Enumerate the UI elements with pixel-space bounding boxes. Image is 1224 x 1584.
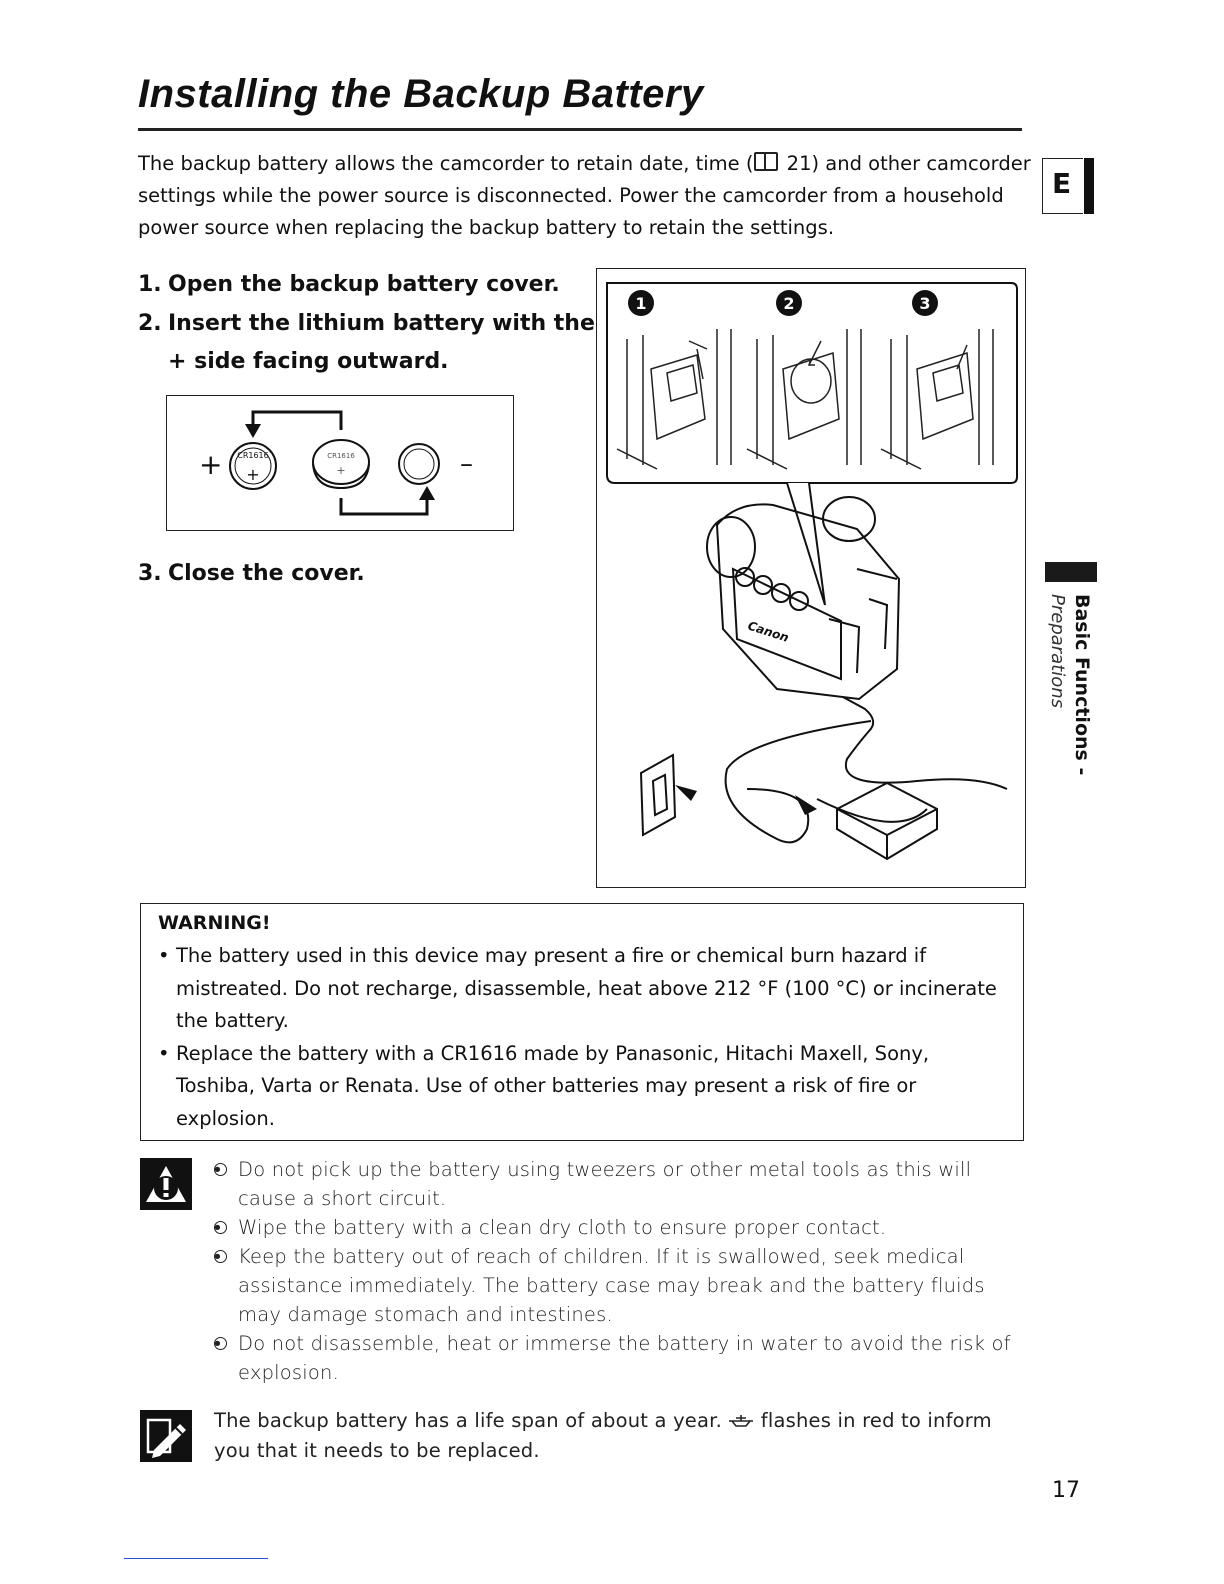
caution-item [214, 1155, 1014, 1213]
battery-back-rim [404, 449, 434, 479]
step-marker-1-label: 1 [635, 294, 647, 313]
page-title: Installing the Backup Battery [138, 72, 704, 116]
step-2 [138, 305, 598, 381]
adapter-arrow [795, 795, 817, 815]
camcorder-illustration-drawing [597, 269, 1025, 887]
minus-sign: – [460, 449, 473, 479]
step-text: Insert the lithium battery with the [168, 311, 595, 336]
step-3 [138, 555, 365, 593]
flip-arrow-bottom-head [419, 486, 435, 500]
warning-item: • The battery used in this device may present a fire or chemical burn hazard if mistreated. Do not recharge, disassemble, heat above 212 °F (100 °C) or incinerate the battery. [158, 940, 998, 1038]
camcorder-brand: Canon [746, 618, 791, 645]
plus-sign: + [199, 448, 223, 481]
step-marker-3-label: 3 [919, 294, 931, 313]
footer-rule [124, 1558, 268, 1559]
note-icon-graphic [140, 1410, 192, 1462]
caution-bullet-icon [214, 1221, 227, 1234]
caution-item [214, 1329, 1014, 1387]
battery-plus-mark: + [336, 464, 346, 477]
caution-item-text: Do not disassemble, heat or immerse the battery in water to avoid the risk of explosion. [238, 1332, 1011, 1384]
step-number: 3. [138, 561, 162, 586]
backup-battery-icon [728, 1414, 754, 1428]
camcorder-illustration [596, 268, 1026, 888]
power-cable [726, 697, 1007, 842]
caution-item-text: Wipe the battery with a clean dry cloth to ensure proper contact. [238, 1216, 887, 1239]
flip-arrow-top [253, 412, 341, 434]
battery-tilted [313, 440, 369, 484]
caution-item [214, 1242, 1014, 1329]
battery-plus-mark: + [246, 465, 260, 484]
page-number: 17 [1052, 1478, 1080, 1503]
title-rule [138, 128, 1022, 131]
note-text [214, 1406, 1014, 1466]
intro-text-end: 21) and other camcorder settings while the power source is disconnected. Power the camcorder from a household power source when replacing the backup battery to retain the settings. [138, 152, 1031, 239]
battery-back [399, 444, 439, 484]
section-tab-subtitle: Preparations [1047, 594, 1068, 709]
section-tab-bar [1045, 562, 1097, 582]
battery-compartment-closeups [617, 329, 993, 469]
intro-paragraph [138, 148, 1038, 244]
warning-title: WARNING! [158, 912, 271, 934]
caution-icon-graphic [140, 1158, 192, 1210]
caution-bullet-icon [214, 1163, 227, 1176]
book-icon [754, 152, 778, 171]
warning-list [158, 940, 998, 1135]
note-pencil-icon [140, 1410, 192, 1462]
caution-exclamation-icon [140, 1158, 192, 1210]
note-text-start: The backup battery has a life span of about a year. [214, 1409, 722, 1432]
wall-outlet [641, 755, 675, 835]
caution-item [214, 1213, 1014, 1242]
intro-text-start: The backup battery allows the camcorder to retain date, time ( [138, 152, 754, 175]
step-marker-2-label: 2 [783, 294, 795, 313]
language-tab-letter: E [1052, 167, 1072, 200]
caution-bullet-icon [214, 1250, 227, 1263]
step-number: 1. [138, 272, 162, 297]
flip-arrow-bottom [341, 494, 427, 514]
warning-item: • Replace the battery with a CR1616 made by Panasonic, Hitachi Maxell, Sony, Toshiba, Varta or Renata. Use of other batteries may present a risk of fire or explosion. [158, 1038, 998, 1136]
note-text-end: flashes in red to inform you that it needs to be replaced. [214, 1409, 992, 1462]
section-tab-title: Basic Functions - [1071, 594, 1093, 776]
battery-label: CR1616 [237, 451, 269, 460]
battery-label: CR1616 [327, 452, 355, 460]
caution-item-text: Keep the battery out of reach of children. If it is swallowed, seek medical assistance immediately. The battery case may break and the battery fluids may damage stomach and intestines. [238, 1245, 985, 1326]
caution-item-text: Do not pick up the battery using tweezers or other metal tools as this will cause a short circuit. [238, 1158, 972, 1210]
flip-arrow-top-head [245, 424, 261, 438]
battery-orientation-figure [166, 395, 514, 531]
battery-orientation-diagram [167, 396, 513, 530]
step-number: 2. [138, 311, 162, 336]
step-text: Close the cover. [168, 561, 365, 586]
step-text: Open the backup battery cover. [168, 272, 560, 297]
balloon-pointer [787, 483, 825, 605]
caution-list [214, 1155, 1014, 1387]
step-1 [138, 266, 560, 304]
caution-bullet-icon [214, 1337, 227, 1350]
plug-arrow [675, 785, 697, 801]
step-text-continued: + side facing outward. [168, 349, 449, 374]
language-tab-bar [1084, 158, 1094, 214]
